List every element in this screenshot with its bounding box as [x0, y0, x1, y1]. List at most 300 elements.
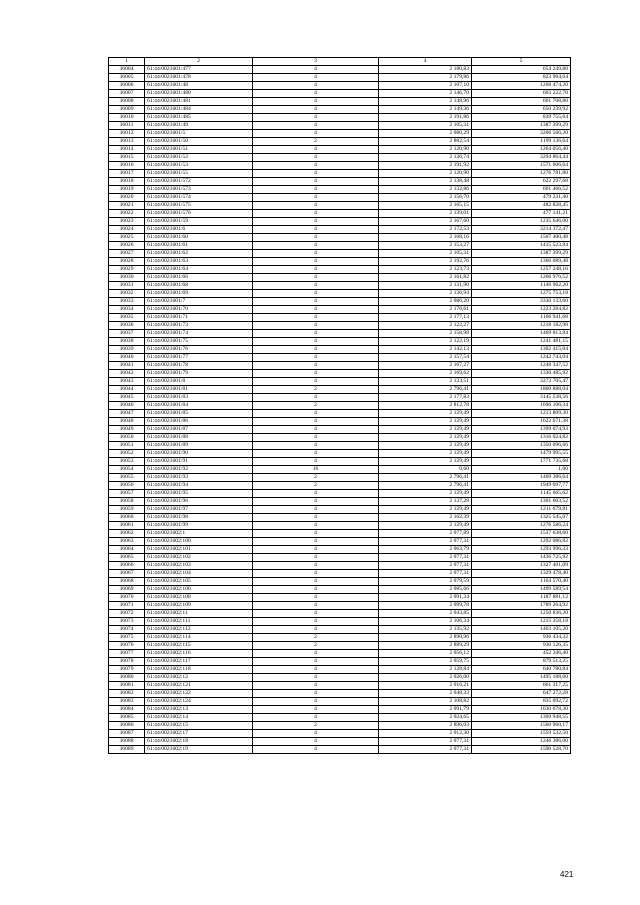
rate-cell: 2 077,31 — [379, 738, 472, 746]
value-cell: 1268 474,20 — [472, 82, 571, 90]
category-cell: 4 — [253, 506, 379, 514]
rate-cell: 2 167,27 — [379, 362, 472, 370]
table-row — [109, 394, 571, 402]
rate-cell: 2 812,78 — [379, 402, 472, 410]
cadastral-number-cell: 61:44:0021601:6 — [145, 226, 253, 234]
category-cell: 2 — [253, 634, 379, 642]
cadastral-number-cell: 61:44:0021602:111 — [145, 618, 253, 626]
table-row — [109, 386, 571, 394]
row-index-cell: 36018 — [109, 178, 145, 186]
value-cell: 1436 725,92 — [472, 554, 571, 562]
table-row — [109, 466, 571, 474]
table-row — [109, 90, 571, 98]
cadastral-number-cell: 61:44:0021602:108 — [145, 594, 253, 602]
category-cell: 4 — [253, 98, 379, 106]
table-row — [109, 330, 571, 338]
rate-cell: 2 012,30 — [379, 730, 472, 738]
rate-cell: 2 077,31 — [379, 562, 472, 570]
table-row — [109, 202, 571, 210]
value-cell: 835 092,72 — [472, 698, 571, 706]
value-cell: 1213 809,30 — [472, 410, 571, 418]
cadastral-number-cell: 61:44:0021601:572 — [145, 178, 253, 186]
category-cell: 4 — [253, 122, 379, 130]
table-row — [109, 530, 571, 538]
rate-cell: 2 122,19 — [379, 338, 472, 346]
row-index-cell: 36072 — [109, 610, 145, 618]
cadastral-number-cell: 61:44:0021602:114 — [145, 634, 253, 642]
table-row — [109, 154, 571, 162]
cadastral-number-cell: 61:44:0021601:62 — [145, 250, 253, 258]
table-row — [109, 402, 571, 410]
table-row — [109, 642, 571, 650]
rate-cell: 2 133,51 — [379, 378, 472, 386]
category-cell: 4 — [253, 258, 379, 266]
value-cell: 1800 888,04 — [472, 386, 571, 394]
category-cell: 4 — [253, 610, 379, 618]
table-row — [109, 498, 571, 506]
table-row — [109, 346, 571, 354]
table-row — [109, 482, 571, 490]
row-index-cell: 36010 — [109, 114, 145, 122]
value-cell: 1301 603,52 — [472, 498, 571, 506]
table-row — [109, 138, 571, 146]
cadastral-number-cell: 61:44:0021601:89 — [145, 442, 253, 450]
category-cell: 4 — [253, 242, 379, 250]
row-index-cell: 36088 — [109, 738, 145, 746]
row-index-cell: 36064 — [109, 546, 145, 554]
cadastral-number-cell: 61:44:0021602:124 — [145, 698, 253, 706]
register-table — [108, 57, 571, 754]
category-cell: 4 — [253, 306, 379, 314]
row-index-cell: 36031 — [109, 282, 145, 290]
row-index-cell: 36048 — [109, 418, 145, 426]
rate-cell: 2 128,84 — [379, 666, 472, 674]
row-index-cell: 36025 — [109, 234, 145, 242]
rate-cell: 2 165,15 — [379, 202, 472, 210]
table-row — [109, 682, 571, 690]
row-index-cell: 36032 — [109, 290, 145, 298]
category-cell: 4 — [253, 82, 379, 90]
value-cell: 930 126,35 — [472, 642, 571, 650]
category-cell: 4 — [253, 434, 379, 442]
table-row — [109, 546, 571, 554]
value-cell: 601 708,80 — [472, 98, 571, 106]
cadastral-number-cell: 61:44:0021601:477 — [145, 66, 253, 74]
row-index-cell: 36067 — [109, 570, 145, 578]
category-cell: 4 — [253, 578, 379, 586]
rate-cell: 2 132,86 — [379, 186, 472, 194]
cadastral-number-cell: 61:44:0021601:49 — [145, 122, 253, 130]
value-cell: 1630 678,30 — [472, 706, 571, 714]
value-cell: 1145 665,62 — [472, 490, 571, 498]
column-header-1: 1 — [109, 58, 145, 66]
cadastral-number-cell: 61:44:0021601:573 — [145, 186, 253, 194]
cadastral-number-cell: 61:44:0021601:5 — [145, 130, 253, 138]
cadastral-number-cell: 61:44:0021601:8 — [145, 378, 253, 386]
cadastral-number-cell: 61:44:0021602:100 — [145, 538, 253, 546]
value-cell: 1350 096,66 — [472, 442, 571, 450]
cadastral-number-cell: 61:44:0021602:17 — [145, 730, 253, 738]
row-index-cell: 36070 — [109, 594, 145, 602]
row-index-cell: 36019 — [109, 186, 145, 194]
category-cell: 4 — [253, 658, 379, 666]
table-row — [109, 362, 571, 370]
row-index-cell: 36040 — [109, 354, 145, 362]
table-row — [109, 82, 571, 90]
rate-cell: 2 157,54 — [379, 354, 472, 362]
category-cell: 4 — [253, 66, 379, 74]
table-row — [109, 602, 571, 610]
rate-cell: 2 056,12 — [379, 650, 472, 658]
value-cell: 1559 532,50 — [472, 730, 571, 738]
row-index-cell: 36075 — [109, 634, 145, 642]
category-cell: 4 — [253, 746, 379, 754]
value-cell: 1409 386,64 — [472, 474, 571, 482]
category-cell: 4 — [253, 338, 379, 346]
value-cell: 661 317,25 — [472, 682, 571, 690]
value-cell: 3145 538,56 — [472, 394, 571, 402]
rate-cell: 2 129,49 — [379, 522, 472, 530]
cadastral-number-cell: 61:44:0021601:55 — [145, 170, 253, 178]
value-cell: 1257 248,16 — [472, 266, 571, 274]
row-index-cell: 36026 — [109, 242, 145, 250]
table-row — [109, 674, 571, 682]
table-header-row — [109, 58, 571, 66]
category-cell: 4 — [253, 602, 379, 610]
category-cell: 2 — [253, 402, 379, 410]
cadastral-number-cell: 61:44:0021602:101 — [145, 546, 253, 554]
table-row — [109, 450, 571, 458]
row-index-cell: 36065 — [109, 554, 145, 562]
rate-cell: 2 136,74 — [379, 154, 472, 162]
rate-cell: 2 796,41 — [379, 482, 472, 490]
row-index-cell: 36054 — [109, 466, 145, 474]
table-row — [109, 522, 571, 530]
rate-cell: 2 086,20 — [379, 298, 472, 306]
cadastral-number-cell: 61:44:0021601:575 — [145, 202, 253, 210]
value-cell: 1537 638,60 — [472, 530, 571, 538]
row-index-cell: 36087 — [109, 730, 145, 738]
row-index-cell: 36039 — [109, 346, 145, 354]
category-cell: 4 — [253, 442, 379, 450]
cadastral-number-cell: 61:44:0021601:88 — [145, 434, 253, 442]
rate-cell: 2 107,10 — [379, 82, 472, 90]
value-cell: 1242 743,04 — [472, 354, 571, 362]
row-index-cell: 36023 — [109, 218, 145, 226]
table-row — [109, 570, 571, 578]
row-index-cell: 36080 — [109, 674, 145, 682]
table-row — [109, 594, 571, 602]
cadastral-number-cell: 61:44:0021601:91 — [145, 458, 253, 466]
rate-cell: 2 172,53 — [379, 226, 472, 234]
table-row — [109, 218, 571, 226]
row-index-cell: 36078 — [109, 658, 145, 666]
value-cell: 823 964,64 — [472, 74, 571, 82]
row-index-cell: 36029 — [109, 266, 145, 274]
cadastral-number-cell: 61:44:0021602:13 — [145, 706, 253, 714]
category-cell: 4 — [253, 266, 379, 274]
rate-cell: 2 129,49 — [379, 418, 472, 426]
cadastral-number-cell: 61:44:0021601:51 — [145, 146, 253, 154]
cadastral-number-cell: 61:44:0021601:94 — [145, 482, 253, 490]
rate-cell: 2 129,49 — [379, 450, 472, 458]
category-cell: 4 — [253, 106, 379, 114]
rate-cell: 2 158,98 — [379, 330, 472, 338]
cadastral-number-cell: 61:44:0021601:97 — [145, 506, 253, 514]
table-row — [109, 322, 571, 330]
cadastral-number-cell: 61:44:0021602:12 — [145, 674, 253, 682]
value-cell: 1211 679,81 — [472, 506, 571, 514]
cadastral-number-cell: 61:44:0021602:109 — [145, 602, 253, 610]
value-cell: 3294 864,44 — [472, 154, 571, 162]
value-cell: 1316 024,82 — [472, 434, 571, 442]
cadastral-number-cell: 61:44:0021601:64 — [145, 266, 253, 274]
cadastral-number-cell: 61:44:0021601:484 — [145, 106, 253, 114]
cadastral-number-cell: 61:44:0021601:84 — [145, 402, 253, 410]
table-row — [109, 258, 571, 266]
category-cell: 4 — [253, 282, 379, 290]
value-cell: 654 249,80 — [472, 66, 571, 74]
table-row — [109, 434, 571, 442]
row-index-cell: 36066 — [109, 562, 145, 570]
category-cell: 2 — [253, 474, 379, 482]
table-row — [109, 578, 571, 586]
table-row — [109, 706, 571, 714]
row-index-cell: 36035 — [109, 314, 145, 322]
row-index-cell: 36008 — [109, 98, 145, 106]
row-index-cell: 36034 — [109, 306, 145, 314]
rate-cell: 2 059,75 — [379, 658, 472, 666]
rate-cell: 2 889,29 — [379, 642, 472, 650]
cadastral-number-cell: 61:44:0021602:102 — [145, 554, 253, 562]
rate-cell: 2 161,82 — [379, 274, 472, 282]
rate-cell: 2 048,33 — [379, 690, 472, 698]
value-cell: 1164 570,40 — [472, 578, 571, 586]
value-cell: 1789 264,92 — [472, 602, 571, 610]
table-row — [109, 442, 571, 450]
table-row — [109, 226, 571, 234]
row-index-cell: 36069 — [109, 586, 145, 594]
category-cell: 4 — [253, 314, 379, 322]
row-index-cell: 36081 — [109, 682, 145, 690]
cadastral-number-cell: 61:44:0021601:74 — [145, 330, 253, 338]
column-header-4: 4 — [379, 58, 472, 66]
table-row — [109, 554, 571, 562]
rate-cell: 2 105,31 — [379, 122, 472, 130]
value-cell: 650 239,92 — [472, 106, 571, 114]
value-cell: 1187 881,12 — [472, 594, 571, 602]
rate-cell: 2 077,31 — [379, 538, 472, 546]
rate-cell: 2 129,49 — [379, 506, 472, 514]
value-cell: 1463 105,20 — [472, 626, 571, 634]
category-cell: 4 — [253, 514, 379, 522]
row-index-cell: 36041 — [109, 362, 145, 370]
row-index-cell: 36047 — [109, 410, 145, 418]
category-cell: 4 — [253, 562, 379, 570]
table-row — [109, 242, 571, 250]
category-cell: 4 — [253, 674, 379, 682]
category-cell: 4 — [253, 666, 379, 674]
category-cell: 4 — [253, 210, 379, 218]
row-index-cell: 36056 — [109, 482, 145, 490]
category-cell: 4 — [253, 290, 379, 298]
row-index-cell: 36060 — [109, 514, 145, 522]
value-cell: 1771 735,68 — [472, 458, 571, 466]
category-cell: 4 — [253, 298, 379, 306]
value-cell: 839 755,64 — [472, 114, 571, 122]
rate-cell: 2 077,31 — [379, 554, 472, 562]
value-cell: 1387 399,29 — [472, 250, 571, 258]
table-row — [109, 338, 571, 346]
value-cell: 1302 415,04 — [472, 346, 571, 354]
category-cell: 4 — [253, 194, 379, 202]
category-cell: 16 — [253, 466, 379, 474]
table-row — [109, 746, 571, 754]
value-cell: 1,00 — [472, 466, 571, 474]
value-cell: 1218 182,98 — [472, 322, 571, 330]
row-index-cell: 36033 — [109, 298, 145, 306]
table-row — [109, 658, 571, 666]
cadastral-number-cell: 61:44:0021602:116 — [145, 650, 253, 658]
rate-cell: 2 896,03 — [379, 722, 472, 730]
value-cell: 603 222,70 — [472, 90, 571, 98]
table-row — [109, 426, 571, 434]
row-index-cell: 36089 — [109, 746, 145, 754]
rate-cell: 2 122,27 — [379, 322, 472, 330]
category-cell: 4 — [253, 682, 379, 690]
table-row — [109, 690, 571, 698]
value-cell: 1246 386,00 — [472, 738, 571, 746]
cadastral-number-cell: 61:44:0021601:93 — [145, 474, 253, 482]
cadastral-number-cell: 61:44:0021602:15 — [145, 722, 253, 730]
table-row — [109, 106, 571, 114]
row-index-cell: 36073 — [109, 618, 145, 626]
table-row — [109, 250, 571, 258]
cadastral-number-cell: 61:44:0021602:11 — [145, 610, 253, 618]
cadastral-number-cell: 61:44:0021601:85 — [145, 410, 253, 418]
cadastral-number-cell: 61:44:0021601:71 — [145, 314, 253, 322]
category-cell: 4 — [253, 706, 379, 714]
cadastral-number-cell: 61:44:0021601:81 — [145, 386, 253, 394]
table-row — [109, 474, 571, 482]
table-row — [109, 626, 571, 634]
category-cell: 4 — [253, 490, 379, 498]
rate-cell: 2 138,48 — [379, 178, 472, 186]
cadastral-number-cell: 61:44:0021601:96 — [145, 498, 253, 506]
value-cell: 1336 485,92 — [472, 370, 571, 378]
rate-cell: 2 120,90 — [379, 146, 472, 154]
cadastral-number-cell: 61:44:0021601:99 — [145, 522, 253, 530]
cadastral-number-cell: 61:44:0021602:105 — [145, 578, 253, 586]
row-index-cell: 36052 — [109, 450, 145, 458]
category-cell: 4 — [253, 146, 379, 154]
value-cell: 1275 753,18 — [472, 290, 571, 298]
value-cell: 1292 086,82 — [472, 538, 571, 546]
category-cell: 2 — [253, 482, 379, 490]
value-cell: 1366 089,48 — [472, 258, 571, 266]
row-index-cell: 36045 — [109, 394, 145, 402]
rate-cell: 2 180,83 — [379, 66, 472, 74]
value-cell: 1696 106,34 — [472, 402, 571, 410]
table-row — [109, 634, 571, 642]
cadastral-number-cell: 61:44:0021601:83 — [145, 394, 253, 402]
table-row — [109, 282, 571, 290]
cadastral-number-cell: 61:44:0021601:52 — [145, 154, 253, 162]
category-cell: 4 — [253, 378, 379, 386]
value-cell: 1560 960,17 — [472, 722, 571, 730]
category-cell: 4 — [253, 594, 379, 602]
table-row — [109, 458, 571, 466]
row-index-cell: 36038 — [109, 338, 145, 346]
rate-cell: 2 146,70 — [379, 90, 472, 98]
category-cell: 4 — [253, 202, 379, 210]
category-cell: 4 — [253, 698, 379, 706]
rate-cell: 2 099,78 — [379, 602, 472, 610]
category-cell: 4 — [253, 394, 379, 402]
row-index-cell: 36013 — [109, 138, 145, 146]
value-cell: 936 434,32 — [472, 634, 571, 642]
cadastral-number-cell: 61:44:0021601:98 — [145, 514, 253, 522]
row-index-cell: 36005 — [109, 74, 145, 82]
table-row — [109, 210, 571, 218]
cadastral-number-cell: 61:44:0021601:69 — [145, 290, 253, 298]
cadastral-number-cell: 61:44:0021602:19 — [145, 746, 253, 754]
category-cell: 4 — [253, 410, 379, 418]
rate-cell: 2 137,28 — [379, 498, 472, 506]
table-row — [109, 314, 571, 322]
rate-cell: 2 167,60 — [379, 218, 472, 226]
cadastral-number-cell: 61:44:0021601:92 — [145, 466, 253, 474]
row-index-cell: 36021 — [109, 202, 145, 210]
rate-cell: 2 177,83 — [379, 394, 472, 402]
row-index-cell: 36027 — [109, 250, 145, 258]
rate-cell: 2 080,29 — [379, 130, 472, 138]
category-cell: 4 — [253, 730, 379, 738]
value-cell: 3273 705,47 — [472, 378, 571, 386]
table-row — [109, 146, 571, 154]
rate-cell: 2 129,49 — [379, 426, 472, 434]
cadastral-number-cell: 61:44:0021602:14 — [145, 714, 253, 722]
table-row — [109, 114, 571, 122]
table-row — [109, 370, 571, 378]
rate-cell: 2 169,62 — [379, 370, 472, 378]
category-cell: 4 — [253, 162, 379, 170]
rate-cell: 2 129,49 — [379, 458, 472, 466]
category-cell: 4 — [253, 186, 379, 194]
category-cell: 4 — [253, 626, 379, 634]
rate-cell: 2 129,49 — [379, 434, 472, 442]
rate-cell: 2 796,41 — [379, 474, 472, 482]
rate-cell: 2 179,86 — [379, 74, 472, 82]
value-cell: 1166 941,68 — [472, 314, 571, 322]
cadastral-number-cell: 61:44:0021601:73 — [145, 322, 253, 330]
rate-cell: 2 129,49 — [379, 490, 472, 498]
cadastral-number-cell: 61:44:0021601:61 — [145, 242, 253, 250]
category-cell: 4 — [253, 330, 379, 338]
category-cell: 4 — [253, 362, 379, 370]
value-cell: 3330 133,60 — [472, 298, 571, 306]
value-cell: 1327 401,09 — [472, 562, 571, 570]
row-index-cell: 36050 — [109, 434, 145, 442]
category-cell: 4 — [253, 650, 379, 658]
value-cell: 1146 962,20 — [472, 282, 571, 290]
rate-cell: 2 120,90 — [379, 170, 472, 178]
value-cell: 1293 996,33 — [472, 546, 571, 554]
rate-cell: 2 191,92 — [379, 162, 472, 170]
row-index-cell: 36006 — [109, 82, 145, 90]
row-index-cell: 36012 — [109, 130, 145, 138]
value-cell: 1387 399,29 — [472, 122, 571, 130]
